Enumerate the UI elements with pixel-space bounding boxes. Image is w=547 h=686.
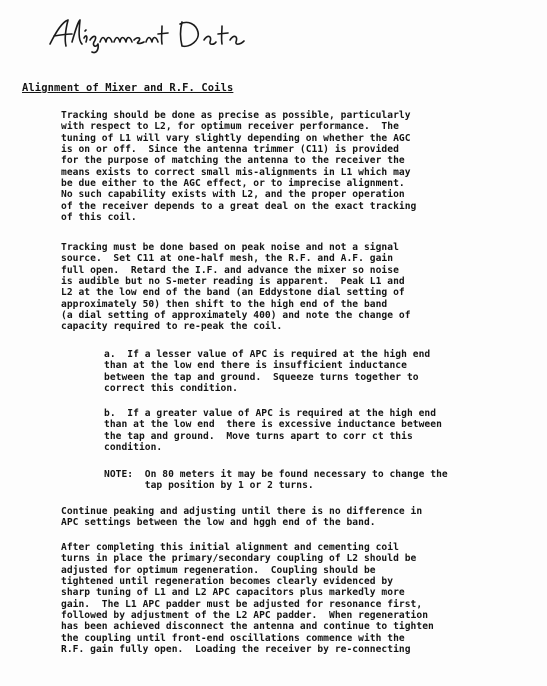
text-line: (a dial setting of approximately 400) and note the change of (61, 310, 411, 322)
text-line: for the purpose of matching the antenna to the receiver the (61, 155, 405, 167)
text-line: between the tap and ground. Squeeze turns together to (104, 371, 419, 383)
text-line: After completing this initial alignment and cementing coil (61, 542, 399, 553)
text-line: has been achieved disconnect the antenna and continue to tighten (61, 621, 434, 633)
text-line: NOTE: On 80 meters it may be found necessary to change the (104, 469, 448, 480)
text-line: No such capability exists with L2, and the proper operation (61, 189, 405, 201)
text-line: APC settings between the low and hggh end of the band. (61, 517, 376, 529)
text-line: Continue peaking and adjusting until there is no difference in (61, 506, 423, 517)
text-line: condition. (104, 442, 163, 454)
text-line: gain. The L1 APC padder must be adjusted for resonance first, (61, 598, 423, 610)
text-line: the coupling until front-end oscillations commence with the (61, 632, 405, 644)
text-line: is audible but no S-meter reading is apparent. Peak L1 and (61, 276, 405, 288)
section-heading: Alignment of Mixer and R.F. Coils (22, 82, 234, 94)
text-line: L2 at the low end of the band (an Eddystone dial setting of (61, 287, 405, 299)
text-line: tightened until regeneration becomes clearly evidenced by (61, 576, 394, 588)
text-line: approximately 50) then shift to the high end of the band (61, 298, 388, 310)
text-line: adjusted for optimum regeneration. Coupling should be (61, 564, 376, 576)
text-line: b. If a greater value of APC is required at the high end (104, 408, 437, 419)
text-line: sharp tuning of L1 and L2 APC capacitors plus markedly more (61, 587, 405, 599)
text-line: full open. Retard the I.F. and advance the mixer so noise (61, 264, 399, 276)
text-line: means exists to correct small mis-alignments in L1 which may (61, 166, 411, 178)
text-line: than at the low end there is excessive inductance between (104, 419, 442, 431)
text-line: of this coil. (61, 212, 137, 224)
text-line: with respect to L2, for optimum receiver performance. The (61, 121, 399, 133)
handwritten-signature (44, 14, 274, 54)
text-line: followed by adjustment of the L2 APC padder. When regeneration (61, 610, 429, 622)
text-line: than at the low end there is insufficient inductance (104, 360, 407, 372)
text-line: be due either to the AGC effect, or to imprecise alignment. (61, 178, 405, 190)
text-line: turns in place the primary/secondary coupling of L2 should be (61, 553, 417, 565)
text-line: source. Set C11 at one-half mesh, the R.F. and A.F. gain (61, 253, 394, 265)
text-line: is on or off. Since the antenna trimmer (C11) is provided (61, 144, 399, 156)
text-line: the tap and ground. Move turns apart to corr ct this (104, 430, 413, 442)
text-line: capacity required to re-peak the coil. (61, 321, 283, 333)
text-line: of the receiver depends to a great deal on the exact tracking (61, 200, 417, 212)
text-line: Tracking should be done as precise as possible, particularly (61, 110, 411, 121)
text-line: R.F. gain fully open. Loading the receiver by re-connecting (61, 644, 411, 656)
text-line: correct this condition. (104, 383, 238, 395)
text-line: a. If a lesser value of APC is required at the high end (104, 349, 431, 360)
text-line: tuning of L1 will vary slightly depending on whether the AGC (61, 132, 411, 144)
text-line: Tracking must be done based on peak noise and not a signal (61, 242, 399, 253)
text-line: tap position by 1 or 2 turns. (104, 480, 314, 492)
